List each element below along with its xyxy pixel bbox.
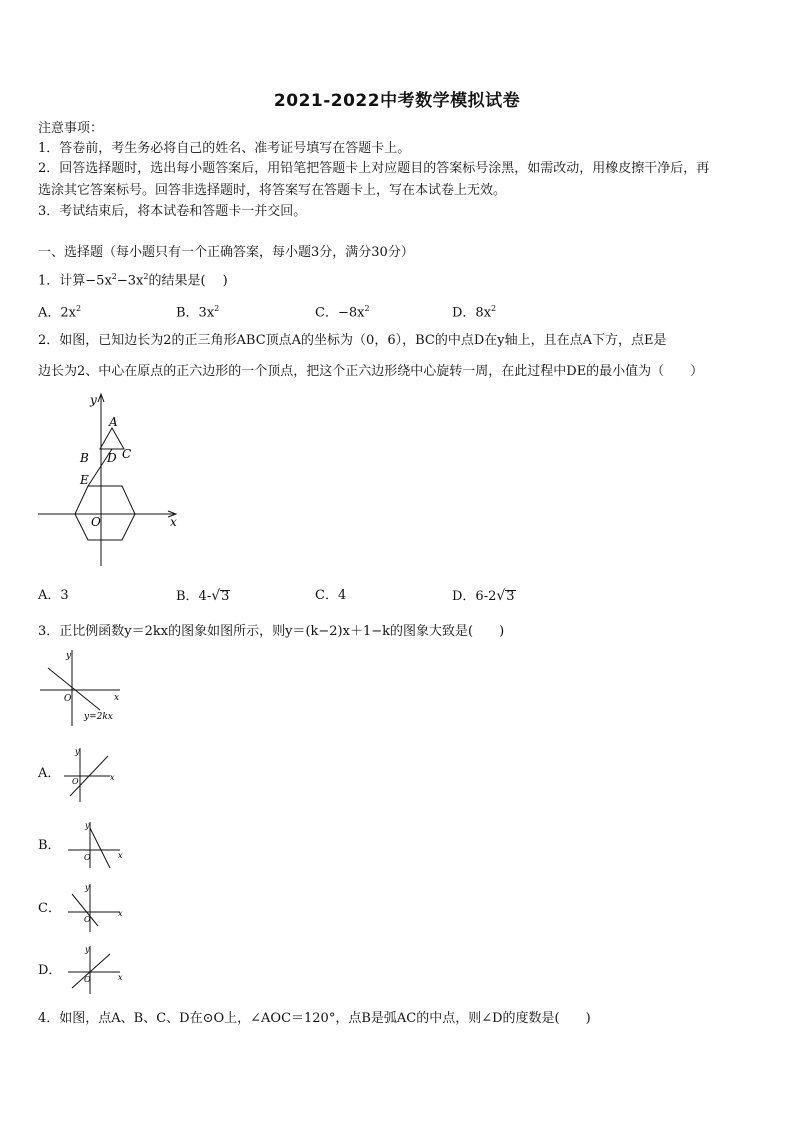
question-4-stem: 4．如图，点A、B、C、D在⊙O上，∠AOC＝120°，点B是弧AC的中点，则∠D的度数是( ) [38, 1011, 591, 1026]
q1-stem-pre: 1．计算 [38, 273, 86, 289]
q1-option-d: D．$8x^2$ [452, 304, 497, 321]
q2-hexagon-figure [34, 388, 184, 568]
notes-item-2: 2．回答选择题时，选出每小题答案后，用铅笔把答题卡上对应题目的答案标号涂黑，如需改动，用橡皮擦干净后，再 [38, 161, 710, 176]
notes-item-2-cont: 选涂其它答案标号。回答非选择题时，将答案写在答题卡上，写在本试卷上无效。 [38, 183, 507, 198]
q3-a-label-o: O [72, 777, 79, 786]
notes-item-1: 1．答卷前，考生务必将自己的姓名、准考证号填写在答题卡上。 [38, 141, 411, 156]
q3-option-a-label: A． [38, 766, 61, 781]
q2-triangle [100, 428, 124, 449]
q2-label-b: B [80, 451, 89, 465]
q3-a-label-x: x [110, 773, 115, 782]
notes-heading: 注意事项： [38, 121, 104, 136]
q3-main-label-o: O [64, 694, 72, 704]
question-2-line-2: 边长为2、中心在原点的正六边形的一个顶点，把这个正六边形绕中心旋转一周，在此过程中DE的最小值为（ ） [38, 364, 704, 379]
q3-main-label-x: x [114, 693, 120, 703]
q3-c-label-o: O [84, 915, 91, 924]
section-heading: 一、选择题（每小题只有一个正确答案，每小题3分，满分30分） [38, 245, 414, 260]
q3-main-graph [36, 646, 126, 728]
notes-item-3: 3．考试结束后，将本试卷和答题卡一并交回。 [38, 204, 307, 219]
q3-d-line [72, 954, 110, 988]
q2-label-a: A [109, 415, 118, 429]
q2-hexagon [75, 486, 135, 540]
q2-label-d: D [107, 451, 117, 465]
q1-expr-b: −3x [116, 273, 144, 289]
q3-main-label-y: y [66, 651, 72, 661]
q3-b-label-x: x [118, 851, 123, 860]
q3-c-label-y: y [85, 883, 90, 892]
question-2-line-1: 2．如图，已知边长为2的正三角形ABC顶点A的坐标为（0，6），BC的中点D在y轴上，且在点A下方，点E是 [38, 333, 667, 348]
q3-option-b-graph [64, 818, 126, 872]
q3-d-label-y: y [85, 945, 90, 954]
q3-option-c-graph [64, 880, 126, 936]
page-title: 2021-2022中考数学模拟试卷 [273, 91, 521, 111]
q1-exp-b: 2 [143, 272, 149, 281]
question-3-stem: 3．正比例函数y＝2kx的图象如图所示，则y＝(k−2)x＋1−k的图象大致是( ) [38, 624, 505, 639]
q3-d-label-x: x [118, 973, 123, 982]
q3-a-label-y: y [75, 747, 80, 756]
q2-label-x: x [170, 515, 177, 529]
q3-c-label-x: x [118, 909, 123, 918]
q1-exp-a: 2 [111, 272, 117, 281]
q3-option-b-label: B． [38, 838, 61, 853]
q1-expr-a: −5x [85, 273, 112, 289]
question-1-stem [38, 266, 228, 292]
q2-label-o: O [91, 515, 101, 529]
q1-option-c: C．$-8x^2$ [315, 304, 370, 321]
q3-b-line [90, 828, 110, 868]
q1-option-b: B．$3x^2$ [176, 304, 220, 321]
q3-option-c-label: C． [38, 901, 61, 916]
q1-option-a: A．$2x^2$ [38, 304, 82, 321]
q3-b-label-o: O [84, 853, 91, 862]
q3-main-line-label: y=2kx [84, 712, 113, 722]
q3-main-line [48, 668, 100, 710]
q3-option-d-label: D． [38, 963, 62, 978]
q2-label-y: y [90, 393, 97, 407]
q2-option-d: D．6-2√3 [452, 588, 515, 604]
q2-label-e: E [80, 473, 89, 487]
q2-option-c: C．4 [315, 588, 347, 603]
q2-option-b: B．4-√3 [176, 588, 230, 604]
q3-option-d-graph [64, 942, 126, 998]
q3-option-a-graph [60, 744, 120, 806]
q1-stem-post: 的结果是( ) [148, 273, 228, 289]
q3-b-label-y: y [85, 821, 90, 830]
q3-d-label-o: O [84, 975, 91, 984]
q2-option-a: A．3 [38, 588, 69, 603]
q2-label-c: C [122, 447, 132, 461]
